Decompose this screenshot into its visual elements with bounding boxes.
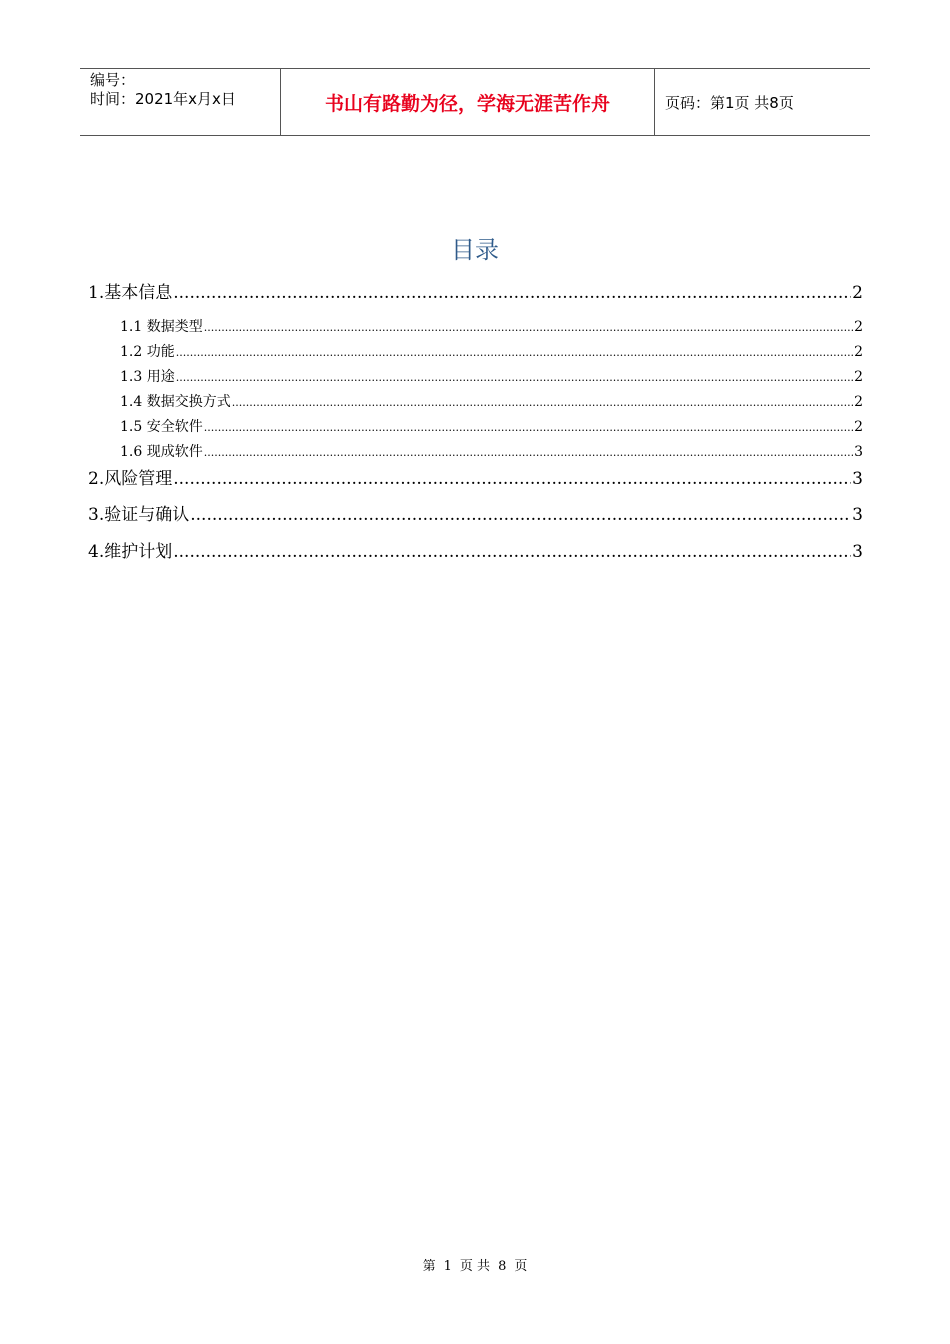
document-number-label: 编号： [90, 71, 136, 89]
toc-title: 目录 [451, 236, 499, 264]
toc-entry-text: 4.维护计划 [88, 542, 173, 562]
toc-leader-dots [176, 344, 853, 360]
footer-current-page: 1 [443, 1259, 452, 1274]
toc-entry[interactable] [120, 391, 863, 411]
page-footer [0, 1255, 950, 1274]
toc-entry[interactable] [120, 316, 863, 336]
toc-entry-text: 1.1 数据类型 [120, 319, 203, 335]
toc-entry-page: 2 [854, 319, 863, 335]
toc-entry-page: 3 [854, 444, 863, 460]
toc-entry[interactable] [88, 537, 863, 562]
toc-entry-text: 1.基本信息 [88, 283, 173, 303]
header-page-info: 页码：第1页 共8页 [665, 93, 794, 112]
toc-leader-dots [173, 283, 851, 303]
toc-entry-page: 2 [854, 344, 863, 360]
toc-entry-text: 1.4 数据交换方式 [120, 394, 231, 410]
toc-entry[interactable] [88, 500, 863, 525]
toc-entry-text: 1.3 用途 [120, 369, 175, 385]
toc-entry-page: 3 [852, 505, 863, 525]
toc-leader-dots [173, 469, 851, 489]
toc-entry-page: 3 [852, 542, 863, 562]
toc-entry[interactable] [120, 441, 863, 461]
toc-entry-text: 3.验证与确认 [88, 505, 190, 525]
toc-entry-page: 2 [854, 419, 863, 435]
toc-entry-page: 3 [852, 469, 863, 489]
toc-entry-text: 1.5 安全软件 [120, 419, 203, 435]
toc-entry[interactable] [120, 341, 863, 361]
footer-suffix: 页 [514, 1259, 528, 1274]
toc-entry[interactable] [120, 366, 863, 386]
toc-entry[interactable] [88, 464, 863, 489]
toc-entry-text: 1.6 现成软件 [120, 444, 203, 460]
toc-entry[interactable] [88, 278, 863, 303]
toc-leader-dots [204, 319, 853, 335]
toc-leader-dots [190, 505, 851, 525]
document-time-label: 时间：2021年x月x日 [90, 90, 236, 108]
footer-total-pages: 8 [498, 1259, 507, 1274]
footer-prefix: 第 [422, 1259, 436, 1274]
toc-entry-page: 2 [854, 394, 863, 410]
toc-leader-dots [173, 542, 851, 562]
toc-entry-text: 1.2 功能 [120, 344, 175, 360]
toc-entry-text: 2.风险管理 [88, 469, 173, 489]
toc-leader-dots [232, 394, 853, 410]
header-meta [80, 69, 281, 135]
toc-leader-dots [204, 419, 853, 435]
toc-leader-dots [176, 369, 853, 385]
toc-leader-dots [204, 444, 853, 460]
footer-mid: 页 共 [459, 1259, 491, 1274]
toc-entry-page: 2 [852, 283, 863, 303]
page-header [80, 68, 870, 136]
toc-entry-page: 2 [854, 369, 863, 385]
toc-entry[interactable] [120, 416, 863, 436]
header-motto: 书山有路勤为径，学海无涯苦作舟 [281, 69, 655, 135]
